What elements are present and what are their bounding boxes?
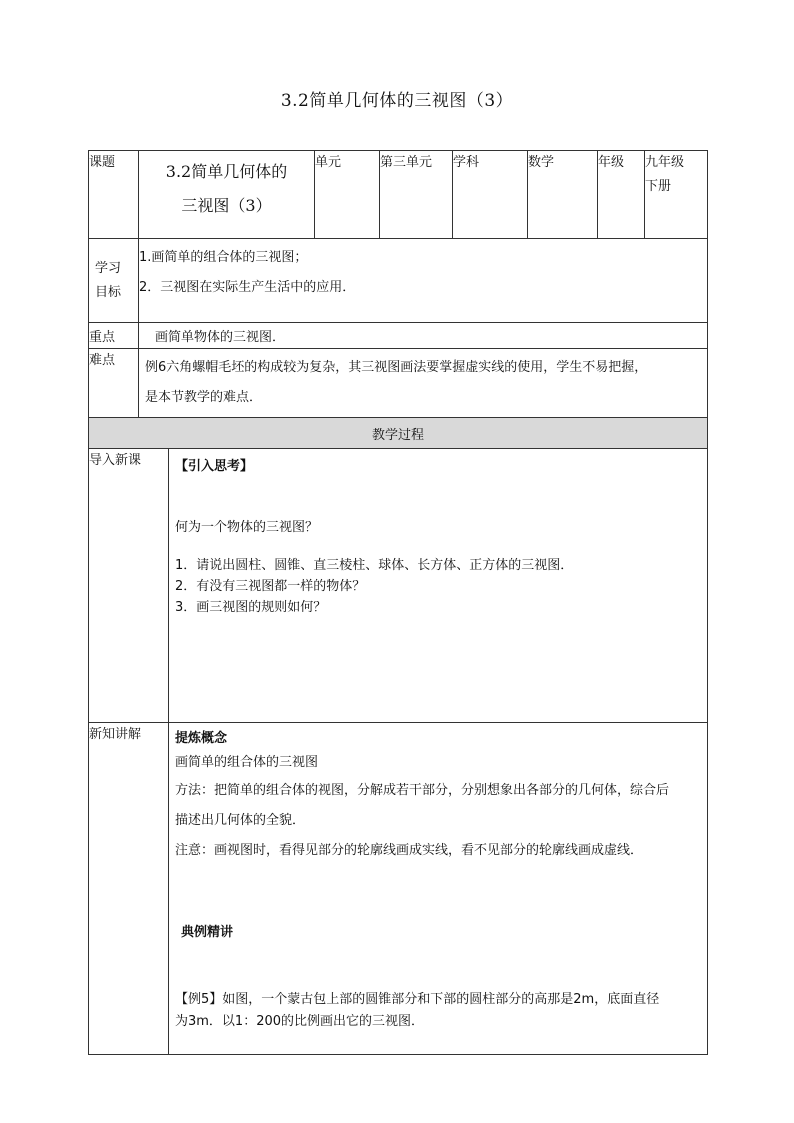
lesson-plan-table: [88, 150, 708, 1055]
topic-title-line2: 三视图（3）: [181, 196, 272, 215]
intro-question-list: [175, 555, 701, 618]
difficulty-line1: 例6六角螺帽毛坯的构成较为复杂，其三视图画法要掌握虚实线的使用，学生不易把握，: [145, 360, 648, 375]
intro-row: [89, 449, 708, 723]
difficulty-label: 难点: [89, 349, 139, 418]
example-line1: 【例5】如图，一个蒙古包上部的圆锥部分和下部的圆柱部分的高那是2m，底面直径: [175, 992, 660, 1007]
method-line2: 描述出几何体的全貌．: [175, 813, 306, 828]
goals-label: [89, 239, 139, 323]
intro-q3: 3．画三视图的规则如何？: [175, 600, 327, 615]
goal-item-2: 2．三视图在实际生产生活中的应用．: [139, 280, 356, 295]
topic-title-line1: 3.2简单几何体的: [165, 162, 288, 181]
goal-item-1: 1.画简单的组合体的三视图；: [139, 250, 308, 265]
process-header-row: [89, 418, 708, 449]
topic-label: 课题: [89, 151, 139, 239]
subject-label: 学科: [453, 151, 528, 239]
key-point-text: 画简单物体的三视图．: [139, 323, 708, 349]
example-heading: 典例精讲: [181, 925, 234, 940]
key-point-row: [89, 323, 708, 349]
document-title: 3.2简单几何体的三视图（3）: [280, 91, 514, 111]
intro-q2: 2．有没有三视图都一样的物体？: [175, 579, 366, 594]
key-point-label: 重点: [89, 323, 139, 349]
difficulty-content: [139, 349, 708, 418]
note-line: 注意：画视图时，看得见部分的轮廓线画成实线，看不见部分的轮廓线画成虚线．: [175, 843, 644, 858]
new-knowledge-row: [89, 723, 708, 1055]
subject-value: 数学: [528, 151, 598, 239]
intro-label: 导入新课: [89, 449, 169, 723]
grade-value: [645, 151, 708, 239]
unit-value: 第三单元: [380, 151, 453, 239]
process-header: 教学过程: [89, 418, 708, 449]
difficulty-row: [89, 349, 708, 418]
topic-cell: [139, 151, 315, 239]
intro-content: [169, 449, 708, 723]
grade-line1: 九年级: [645, 155, 685, 170]
intro-question: 何为一个物体的三视图？: [175, 520, 319, 535]
intro-heading: 【引入思考】: [175, 459, 254, 474]
goals-label-line1: 学习: [95, 260, 122, 276]
goals-row: [89, 239, 708, 323]
grade-line2: 下册: [645, 179, 672, 194]
goals-label-line2: 目标: [95, 284, 122, 300]
new-knowledge-content: [169, 723, 708, 1055]
goals-content: [139, 239, 708, 323]
header-row: [89, 151, 708, 239]
concept-line1: 画简单的组合体的三视图: [175, 755, 319, 770]
example-line2: 为3m．以1：200的比例画出它的三视图．: [175, 1014, 425, 1029]
new-knowledge-label: 新知讲解: [89, 723, 169, 1055]
concept-heading: 提炼概念: [175, 731, 228, 746]
intro-q1: 1．请说出圆柱、圆锥、直三棱柱、球体、长方体、正方体的三视图．: [175, 558, 574, 573]
difficulty-line2: 是本节教学的难点．: [145, 390, 263, 405]
grade-label: 年级: [598, 151, 645, 239]
method-line1: 方法：把简单的组合体的视图，分解成若干部分，分别想象出各部分的几何体，综合后: [175, 783, 670, 798]
unit-label: 单元: [315, 151, 380, 239]
